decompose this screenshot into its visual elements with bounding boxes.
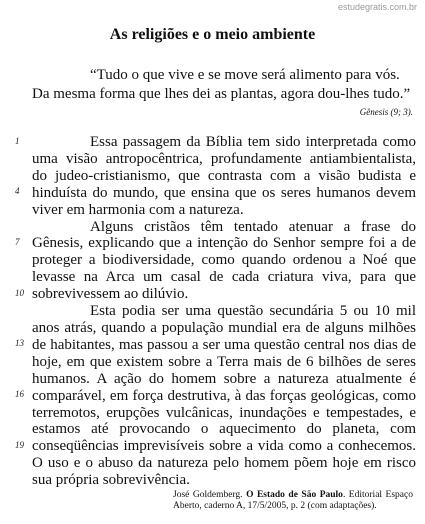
paragraph-1: Essa passagem da Bíblia tem sido interpretada como uma visão antropocêntrica, profundamente antiambientalista, do judeo-cristianismo, que contrasta com a visão budista e hinduísta do mundo, que ensina que os seres humanos devem viver em harmonia com a natureza. — [32, 134, 416, 218]
source-citation — [173, 490, 413, 512]
epigraph-line-1: “Tudo o que vive e se move será alimento para vós. — [90, 67, 400, 83]
line-number: 1 — [15, 136, 20, 146]
epigraph-citation: Gênesis (9; 3). — [359, 107, 413, 117]
line-number: 19 — [15, 440, 24, 450]
line-number: 10 — [15, 288, 24, 298]
line-number: 13 — [15, 338, 24, 348]
article-body — [32, 134, 416, 489]
paragraph-2: Alguns cristãos têm tentado atenuar a frase do Gênesis, explicando que a intenção do Senhor sempre foi a de proteger a biodiversidade, como quando ordenou a Noé que levasse na Arca um casal de cada criatura viva, para que sobrevivessem ao dilúvio. — [32, 218, 416, 303]
paragraph-3: Esta podia ser uma questão secundária 5 ou 10 mil anos atrás, quando a população mundial era de alguns milhões de habitantes, mas passou a ser uma questão central nos dias de hoje, em que existem sobre a Terra mais de 6 bilhões de seres humanos. A ação do homem sobre a natureza atualmente é comparável, em força destrutiva, à das forças geológicas, como terremotos, erupções vulcânicas, inundações e tempestades, e estamos até provocando o aquecimento do planeta, com conseqüências imprevisíveis sobre a vida como a conhecemos. O uso e o abuso da natureza pelo homem põem hoje em risco sua própria sobrevivência. — [32, 303, 416, 489]
epigraph — [32, 66, 416, 104]
line-number: 4 — [15, 186, 20, 196]
line-number: 7 — [15, 237, 20, 247]
document-title: As religiões e o meio ambiente — [109, 26, 316, 43]
source-publication: O Estado de São Paulo — [246, 490, 343, 500]
source-details: . Editorial Espaço Aberto, caderno A, 17/5/2005, p. 2 (com adaptações). — [173, 490, 413, 511]
watermark: estudegratis.com.br — [337, 2, 417, 12]
epigraph-line-2: Da mesma forma que lhes dei as plantas, agora dou-lhes tudo.” — [32, 86, 411, 102]
line-number: 16 — [15, 389, 24, 399]
source-author: José Goldemberg. — [173, 490, 243, 500]
